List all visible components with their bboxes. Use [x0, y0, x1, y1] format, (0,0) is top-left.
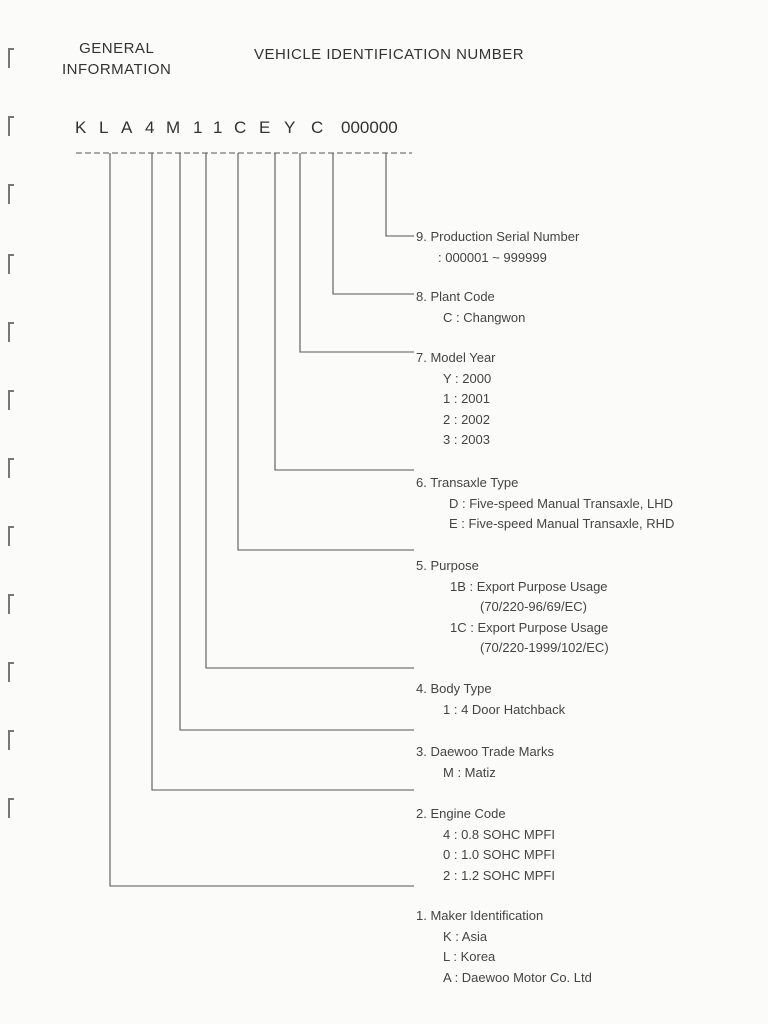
field-value: E : Five-speed Manual Transaxle, RHD [449, 516, 675, 531]
field-value: A : Daewoo Motor Co. Ltd [443, 969, 592, 985]
field-title: 1. Maker Identification [416, 908, 544, 923]
field-value: 0 : 1.0 SOHC MPFI [443, 847, 555, 862]
vin-char: A [121, 118, 133, 137]
field-value: M : Matiz [443, 764, 496, 780]
field-title: 2. Engine Code [416, 806, 506, 821]
leader-line-6 [275, 153, 414, 470]
vin-serial: 000000 [341, 118, 398, 137]
field-value: : 000001 ~ 999999 [438, 249, 547, 265]
field-value: (70/220-96/69/EC) [480, 599, 587, 614]
vin-field-5 [416, 556, 609, 659]
leader-line-1 [110, 153, 414, 886]
vin-char: 1 [193, 118, 203, 137]
field-value: 1 : 4 Door Hatchback [443, 701, 566, 717]
leader-line-3 [180, 153, 414, 730]
section-heading-line1: GENERAL [79, 40, 155, 57]
vin-char: L [99, 118, 109, 137]
field-value: 2 : 1.2 SOHC MPFI [443, 867, 555, 883]
field-value: 3 : 2003 [443, 432, 490, 447]
field-title: 9. Production Serial Number [416, 229, 580, 244]
field-title: 4. Body Type [416, 681, 492, 696]
leader-line-8 [333, 153, 414, 294]
vin-char: E [259, 118, 271, 137]
field-value: 1 : 2001 [443, 391, 490, 406]
page-title: VEHICLE IDENTIFICATION NUMBER [254, 46, 525, 63]
vin-field-8 [416, 287, 525, 328]
field-title: 7. Model Year [416, 350, 496, 365]
field-title: 8. Plant Code [416, 289, 495, 304]
leader-line-9 [386, 153, 414, 236]
field-title: 6. Transaxle Type [416, 475, 519, 490]
vin-field-6 [416, 473, 674, 535]
leader-line-7 [300, 153, 414, 352]
field-value: 1C : Export Purpose Usage [450, 619, 609, 635]
vin-field-4 [416, 679, 565, 720]
vin-char: C [311, 118, 324, 137]
vin-char: Y [284, 118, 296, 137]
vin-char: 1 [213, 118, 223, 137]
vin-field-2 [416, 804, 555, 886]
field-value: L : Korea [443, 949, 496, 964]
field-value: D : Five-speed Manual Transaxle, LHD [449, 495, 673, 511]
vin-char: C [234, 118, 247, 137]
field-title: 3. Daewoo Trade Marks [416, 744, 555, 759]
field-title: 5. Purpose [416, 558, 479, 573]
vin-field-7 [416, 348, 496, 451]
field-value: 2 : 2002 [443, 411, 490, 427]
vin-field-3 [416, 742, 554, 783]
vin-field-9 [416, 227, 579, 268]
vin-char: M [166, 118, 181, 137]
field-value: (70/220-1999/102/EC) [480, 640, 609, 655]
section-heading-line2: INFORMATION [62, 61, 172, 78]
field-value: K : Asia [443, 928, 488, 944]
vin-field-1 [416, 906, 592, 988]
field-value: Y : 2000 [443, 370, 492, 386]
leader-line-2 [152, 153, 414, 790]
field-value: C : Changwon [443, 309, 526, 325]
leader-line-4 [206, 153, 414, 668]
field-value: 1B : Export Purpose Usage [450, 578, 608, 594]
field-value: 4 : 0.8 SOHC MPFI [443, 826, 555, 842]
vin-char: K [75, 118, 87, 137]
vin-char: 4 [145, 118, 155, 137]
